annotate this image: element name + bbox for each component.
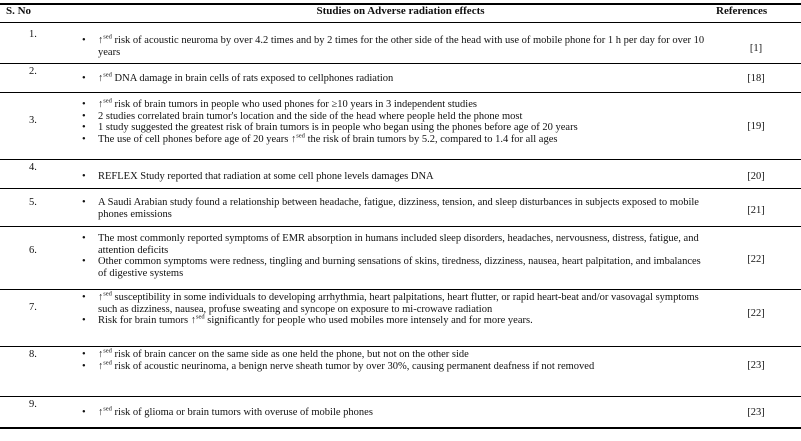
list-item: • ↑$^{sed}$ risk of acoustic neurinoma, a benign nerve sheath tumor by over 30%, causing permanent deafness if not removed: [82, 361, 712, 373]
row-studies: [82, 197, 712, 220]
row-reference: [23]: [747, 407, 765, 418]
list-item: • ↑$^{sed}$ risk of brain tumors in people who used phones for ≥10 years in 3 independent studies: [82, 99, 712, 111]
row-divider: [0, 92, 801, 93]
row-number: 5.: [29, 197, 37, 208]
row-studies: [82, 349, 712, 372]
row-studies: [82, 292, 712, 327]
row-number: 1.: [29, 29, 37, 40]
header-sno: S. No: [6, 5, 32, 17]
row-number: 3.: [29, 115, 37, 126]
row-studies: [82, 233, 712, 279]
row-divider: [0, 226, 801, 227]
row-number: 9.: [29, 399, 37, 410]
row-number: 4.: [29, 162, 37, 173]
list-item: • 2 studies correlated brain tumor's location and the side of the head where people held the phone most: [82, 111, 712, 123]
list-item: • ↑$^{sed}$ risk of glioma or brain tumors with overuse of mobile phones: [82, 407, 712, 419]
list-item: • ↑$^{sed}$ susceptibility in some individuals to developing arrhythmia, heart palpitations, heart flutter, or rapid heart-beat and/or vasovagal symptoms such as dizziness, nausea, profuse sweating and syncope on exposure to mi-crowave radiation: [82, 292, 712, 315]
row-studies: [82, 99, 712, 145]
header-bottom-rule: [0, 22, 801, 23]
row-divider: [0, 159, 801, 160]
list-item: • ↑$^{sed}$ DNA damage in brain cells of rats exposed to cellphones radiation: [82, 73, 712, 85]
row-reference: [22]: [747, 254, 765, 265]
row-reference: [21]: [747, 205, 765, 216]
list-item: • Risk for brain tumors ↑$^{sed}$ significantly for people who used mobiles more intensely and for more years.: [82, 315, 712, 327]
row-reference: [19]: [747, 121, 765, 132]
list-item: • ↑$^{sed}$ risk of brain cancer on the same side as one held the phone, but not on the other side: [82, 349, 712, 361]
list-item: • REFLEX Study reported that radiation at some cell phone levels damages DNA: [82, 171, 712, 183]
row-reference: [22]: [747, 308, 765, 319]
row-reference: [1]: [749, 43, 763, 54]
row-divider: [0, 396, 801, 397]
list-item: • 1 study suggested the greatest risk of brain tumors is in people who began using the phones before age of 20 years: [82, 122, 712, 134]
row-divider: [0, 63, 801, 64]
list-item: • The most commonly reported symptoms of EMR absorption in humans included sleep disorders, headaches, nervousness, distress, fatigue, and attention deficits: [82, 233, 712, 256]
list-item: • The use of cell phones before age of 20 years ↑$^{sed}$ the risk of brain tumors by 5.2, compared to 1.4 for all ages: [82, 134, 712, 146]
list-item: • ↑$^{sed}$ risk of acoustic neuroma by over 4.2 times and by 2 times for the other side of the head with use of mobile phone for 1 h per day for over 10 years: [82, 35, 712, 58]
table-bottom-rule: [0, 427, 801, 429]
row-reference: [20]: [747, 171, 765, 182]
row-reference: [23]: [747, 360, 765, 371]
row-number: 6.: [29, 245, 37, 256]
header-references: References: [716, 5, 768, 17]
row-studies: [82, 171, 712, 183]
list-item: • A Saudi Arabian study found a relationship between headache, fatigue, dizziness, tension, and sleep disturbances in subjects exposed to mobile phones emissions: [82, 197, 712, 220]
row-number: 2.: [29, 66, 37, 77]
list-item: • Other common symptoms were redness, tingling and burning sensations of skins, tiredness, dizziness, nausea, heart palpitation, and imbalances of digestive systems: [82, 256, 712, 279]
row-divider: [0, 188, 801, 189]
row-studies: [82, 35, 712, 58]
header-studies: Studies on Adverse radiation effects: [316, 5, 485, 17]
row-divider: [0, 346, 801, 347]
row-reference: [18]: [747, 73, 765, 84]
row-studies: [82, 73, 712, 85]
row-divider: [0, 289, 801, 290]
row-studies: [82, 407, 712, 419]
row-number: 8.: [29, 349, 37, 360]
row-number: 7.: [29, 302, 37, 313]
